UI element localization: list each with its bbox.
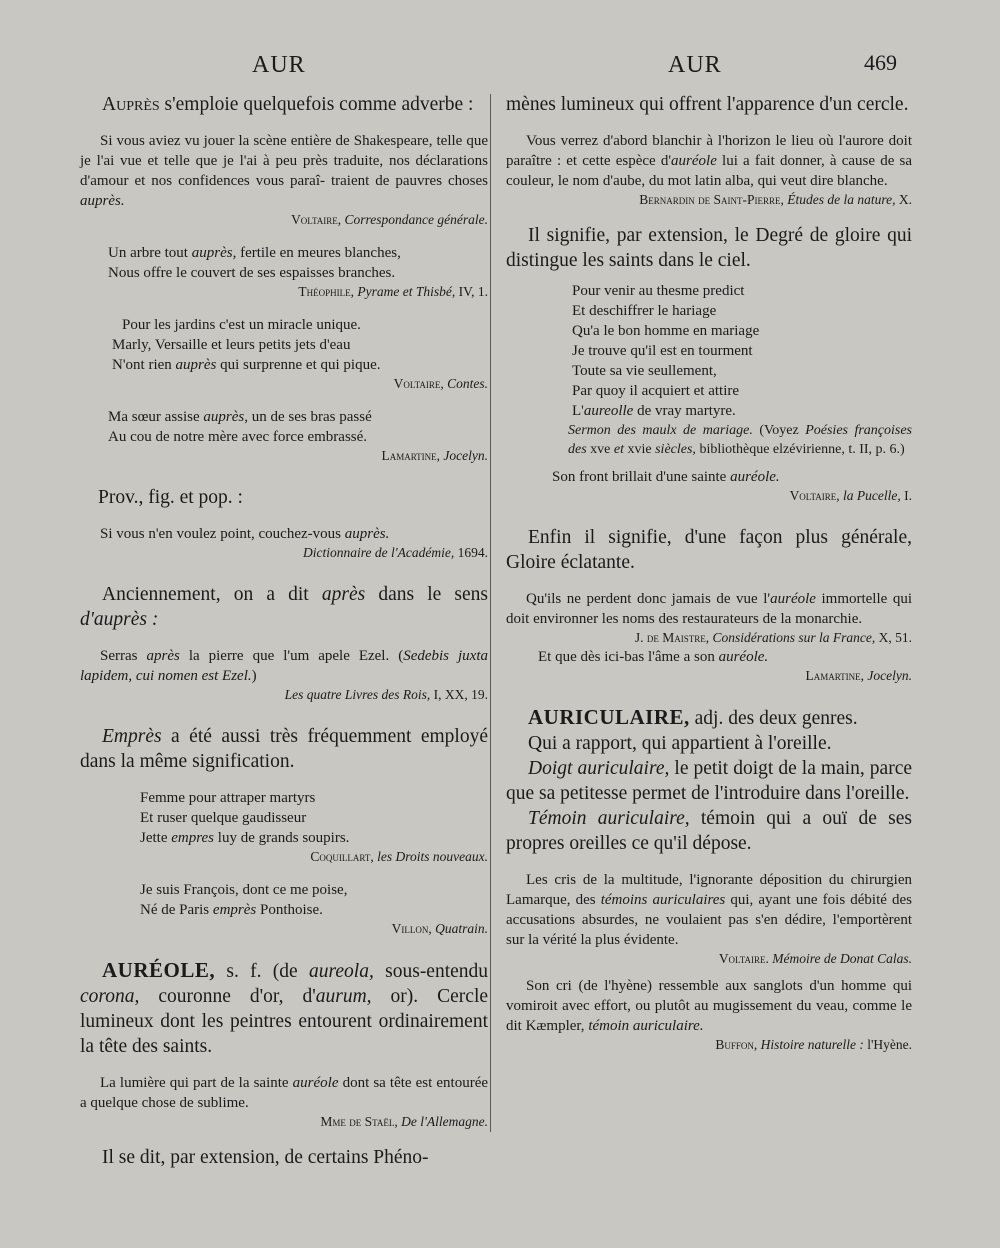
verse-line: Femme pour attraper martyrs [140,790,316,806]
citation [506,487,912,505]
verse-line: Et ruser quelque gaudisseur [140,810,307,826]
paragraph: Il signifie, par extension, le Degré de gloire qui distingue les saints dans le ciel. [506,225,912,271]
citation [80,920,488,938]
text: la pierre que l'um apele Ezel. ( [188,648,404,664]
paragraph: Qui a rapport, qui appartient à l'oreille. [528,733,832,754]
citation [80,686,488,704]
text: Jette [140,830,168,846]
work: Études de la nature, [787,192,896,207]
text: dans le sens [378,584,489,605]
verse-line: Par quoy il acquiert et attire [572,383,740,399]
verse [80,880,488,920]
text: le petit doigt de la main, parce que sa petitesse permet de l'introduire dans l'oreille. [506,758,913,804]
text: luy de grands soupirs. [217,830,350,846]
verse [506,467,912,487]
text: or). Cercle lumineux dont les peintres entourent ordinairement la tête des saints. [80,986,489,1057]
quotation [506,131,912,191]
paragraph [506,756,912,806]
headword: Auprès [102,94,160,115]
text: aurum, [315,986,372,1007]
running-head-left: AUR [252,52,306,78]
text: Emprès [102,726,162,747]
reference: IV, 1. [458,284,488,299]
text: Si vous aviez vu jouer la scène entière de Shakespeare, [100,133,433,149]
verse [80,315,488,375]
verse [506,281,912,421]
text: dont sa tête est entourée a quelque chose de sublime. [80,1075,489,1111]
verse [80,243,488,283]
paragraph: Enfin il signifie, d'une façon plus générale, Gloire éclatante. [506,527,912,573]
text: témoin auriculaire. [588,1018,704,1034]
text: fertile en meures blanches, [240,245,401,261]
verse-line: Au cou de notre mère avec force embrassé. [108,429,368,445]
work: les Droits nouveaux. [377,849,488,864]
citation [80,211,488,229]
text: empres [171,830,215,846]
verse-line: Pour les jardins c'est un miracle unique. [122,317,361,333]
paragraph: mènes lumineux qui offrent l'apparence d'un cercle. [506,94,909,115]
headword: AURÉOLE, [102,958,216,982]
reference: X, 51. [878,630,912,645]
verse [80,407,488,447]
text: sous-entendu [385,961,489,982]
usage-label: Prov., fig. et pop. : [98,487,243,508]
text: Qu'ils ne perdent donc jamais de vue l' [526,591,771,607]
work: Pyrame et Thisbé, [357,284,456,299]
text: La lumière qui part de la sainte [100,1075,289,1091]
verse-line: Marly, Versaille et leurs petits jets d'eau [112,337,351,353]
citation [80,447,488,465]
text: corona, [80,986,140,1007]
quotation [80,524,488,544]
work: Mémoire de Donat Calas. [772,951,912,966]
text: xvie [627,442,652,457]
text: auprès. [80,193,125,209]
text: Les cris de la multitude, l'ignorante déposition du chirurgien Lamarque, des [506,872,912,908]
paragraph: Il se dit, par extension, de certains Phéno- [102,1147,429,1168]
text: bibliothèque elzévirienne, t. II, p. 6.) [699,442,905,457]
text: telle que je l'ai vue et telle que je l'ai à peu près traduite, [80,133,489,169]
text: Un arbre tout [108,245,188,261]
text: auréole [770,591,816,607]
text: après [321,584,366,605]
citation [80,848,488,866]
running-head-right: AUR [668,52,722,78]
text: xve [590,442,611,457]
text: Si vous n'en voulez point, couchez-vous [100,526,341,542]
citation [80,544,488,562]
citation [80,1113,488,1131]
text: après [146,648,180,664]
citation [80,283,488,301]
author: Voltaire, [291,212,342,227]
text: lui a fait donner, à cause de sa couleur, le nom d'aube, du mot latin alba, qui veut dire blanche. [506,153,913,189]
author: Voltaire, [393,376,444,391]
text: Vous verrez d'abord blanchir à l'horizon le lieu où l'aurore doit paraître : et cette espèce d' [506,133,912,169]
verse [506,647,912,667]
work: Jocelyn. [443,448,488,463]
verse-line: Nous offre le couvert de ses espaisses branches. [108,265,396,281]
author: Théophile, [298,284,354,299]
verse-line: Je suis François, dont ce me poise, [140,882,348,898]
text: aureolle [583,403,634,419]
text: témoins auriculaires [600,892,726,908]
author: Bernardin de Saint-Pierre, [639,192,784,207]
author: Coquillart, [310,849,374,864]
quotation [506,976,912,1036]
text: de vray martyre. [637,403,736,419]
quotation [80,131,488,211]
entry-aureole [80,958,488,1059]
paragraph [80,92,488,117]
verse-line: Qu'a le bon homme en mariage [572,323,760,339]
entry-auriculaire [506,705,912,731]
citation [506,421,912,459]
text: (Voyez [759,423,799,438]
work: Histoire naturelle : [760,1037,864,1052]
text: Serras [100,648,138,664]
text: aureola, [309,961,374,982]
text: auréole. [718,649,769,665]
text: auréole. [730,469,780,485]
column-rule [490,94,491,1132]
text: Son front brillait d'une sainte [552,469,727,485]
reference: I. [904,488,912,503]
paragraph [506,806,912,856]
text: auprès, [191,245,237,261]
reference: l'Hyène. [867,1037,912,1052]
work: Quatrain. [435,921,488,936]
text: ) [251,668,257,684]
text: immortelle qui doit environner les noms des restaurateurs de la monarchie. [506,591,913,627]
text: N'ont rien [112,357,172,373]
text: Ponthoise. [259,902,323,918]
reference: I, XX, 19. [433,687,488,702]
work: Considérations sur la France, [712,630,876,645]
text: Et que dès ici-bas l'âme a son [538,649,715,665]
text: auréole [292,1075,339,1091]
text: qui surprenne et qui pique. [220,357,381,373]
paragraph [80,724,488,774]
work: Sermon des maulx de mariage. [568,423,753,438]
text: auprès [175,357,217,373]
work: Jocelyn. [867,668,912,683]
text: auréole [671,153,717,169]
text: traient de pauvres choses [330,173,489,189]
paragraph [80,582,488,632]
text: qui, ayant une fois débité des accusations absurdes, ne voulaient pas s'en dédire, l'emportèrent sur la vérité la plus évidente. [506,892,913,948]
text: a été aussi très fréquemment employé dans la même signification. [80,726,489,772]
author: Lamartine, [381,448,441,463]
author: Villon, [391,921,432,936]
text: Ma sœur assise [108,409,200,425]
work: Dictionnaire de l'Académie, [303,545,455,560]
text: Poésies françoises des [568,423,912,457]
reference: 1694. [457,545,488,560]
citation [506,667,912,685]
text: témoin qui a ouï de ses propres oreilles ce qu'il dépose. [506,808,912,854]
reference: X. [898,192,912,207]
verse-line: Et deschiffrer le hariage [572,303,717,319]
text: Anciennement, on a dit [102,584,309,605]
headword: AURICULAIRE, [528,705,690,729]
citation [80,375,488,393]
text: Son cri (de l'hyène) ressemble aux sanglots d'un homme qui vomiroit avec effort, ou plutôt au mugissement du veau, comme le dit Kæmpler, [506,978,912,1034]
quotation [506,589,912,629]
work: De l'Allemagne. [401,1114,488,1129]
text: L' [572,403,584,419]
text: s'emploie quelquefois comme adverbe : [164,94,474,115]
text: emprès [212,902,257,918]
text: auprès. [344,526,390,542]
text: s. f. (de [226,961,298,982]
author: Lamartine, [805,668,865,683]
quotation [80,646,488,686]
text: un de ses bras passé [251,409,372,425]
left-column [80,92,488,1170]
citation [506,191,912,209]
right-column [506,92,912,1054]
text: d'auprès : [80,609,159,630]
text: couronne d'or, d' [158,986,316,1007]
work: Correspondance générale. [344,212,488,227]
citation [506,1036,912,1054]
text: Né de Paris [140,902,210,918]
text: auprès, [203,409,248,425]
author: Voltaire, [789,488,840,503]
quotation [80,1073,488,1113]
text: et [613,442,624,457]
citation [506,950,912,968]
text: siècles, [655,442,696,457]
author: Mme de Staël, [320,1114,398,1129]
verse-line: Pour venir au thesme predict [572,283,745,299]
text: adj. des deux genres. [694,708,858,729]
author: Buffon, [715,1037,758,1052]
work: Contes. [447,376,488,391]
citation [506,629,912,647]
page-number: 469 [864,50,897,75]
verse-line: Je trouve qu'il est en tourment [572,343,753,359]
verse-line: Toute sa vie seullement, [572,363,717,379]
work: Les quatre Livres des Rois, [284,687,431,702]
text: Sedebis juxta lapidem, cui nomen est Ezel. [80,648,488,684]
author: Voltaire. [718,951,769,966]
text: Doigt auriculaire, [528,758,670,779]
quotation [506,870,912,950]
text: Témoin auriculaire, [528,808,690,829]
text: nos déclarations d'amour et nos confidences vous paraî- [80,153,488,189]
work: la Pucelle, [843,488,901,503]
verse [80,788,488,848]
author: J. de Maistre, [634,630,710,645]
